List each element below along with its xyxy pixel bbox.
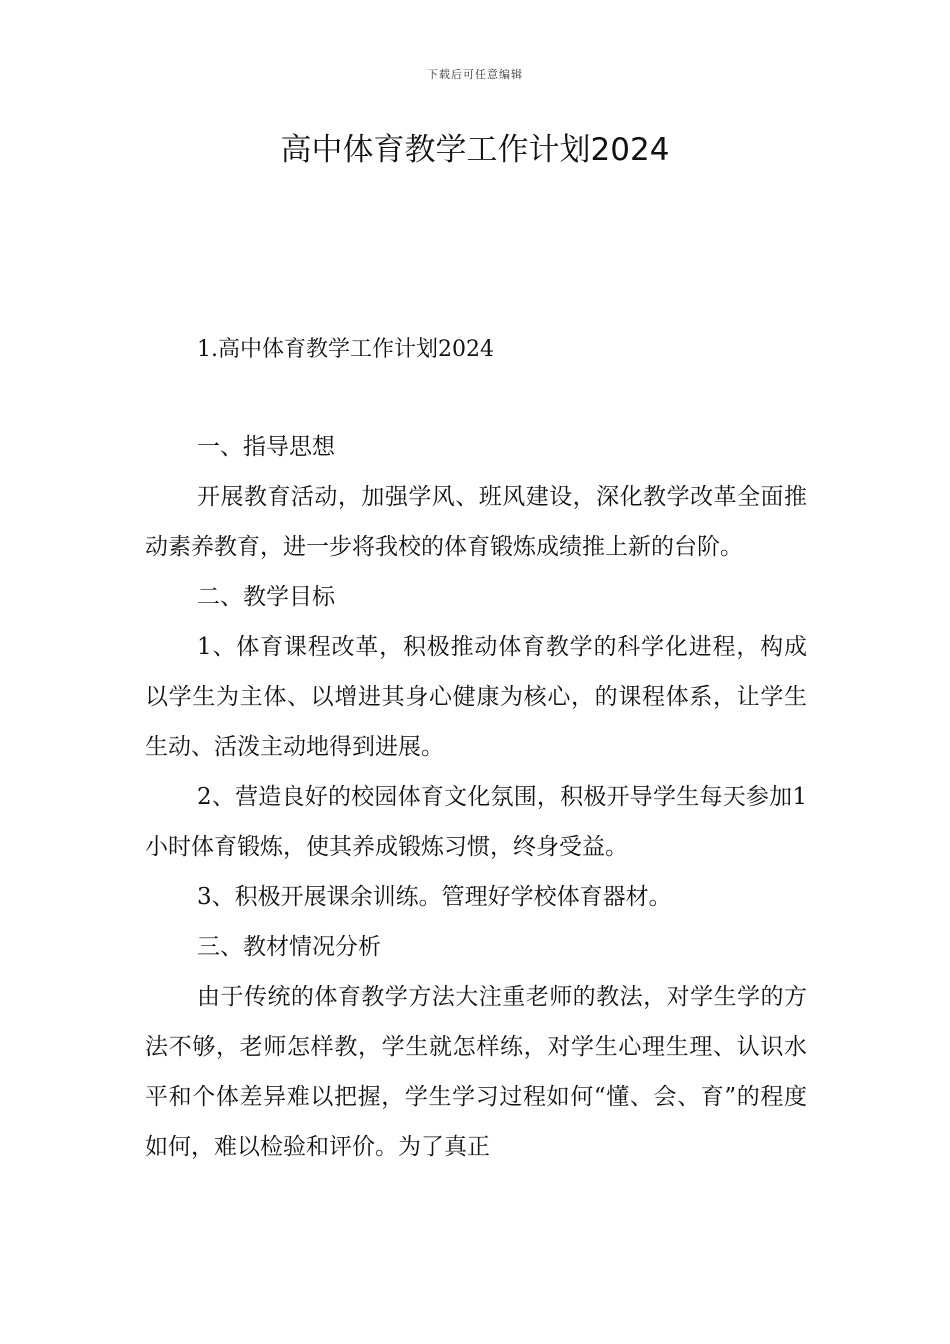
document-title: 高中体育教学工作计划2024 <box>280 132 670 168</box>
paragraph: 由于传统的体育教学方法大注重老师的教法，对学生学的方法不够，老师怎样教，学生就怎样练，对学生心理生理、认识水平和个体差异难以把握，学生学习过程如何“懂、会、育”的程度如何，难以检验和评价。为了真正 <box>145 984 807 1160</box>
section-heading: 三、教材情况分析 <box>197 934 381 960</box>
paragraph: 开展教育活动，加强学风、班风建设，深化教学改革全面推动素养教育，进一步将我校的体育锻炼成绩推上新的台阶。 <box>145 484 807 560</box>
section-heading: 一、指导思想 <box>197 434 335 460</box>
section-heading: 二、教学目标 <box>197 584 335 610</box>
paragraph: 2、营造良好的校园体育文化氛围，积极开导学生每天参加1小时体育锻炼，使其养成锻炼习惯，终身受益。 <box>145 784 807 860</box>
header-note: 下载后可任意编辑 <box>427 68 523 81</box>
toc-item: 1.高中体育教学工作计划2024 <box>197 337 494 362</box>
document-body <box>145 422 807 1172</box>
paragraph: 3、积极开展课余训练。管理好学校体育器材。 <box>197 884 672 910</box>
paragraph: 1、体育课程改革，积极推动体育教学的科学化进程，构成以学生为主体、以增进其身心健康为核心，的课程体系，让学生生动、活泼主动地得到进展。 <box>145 634 807 760</box>
